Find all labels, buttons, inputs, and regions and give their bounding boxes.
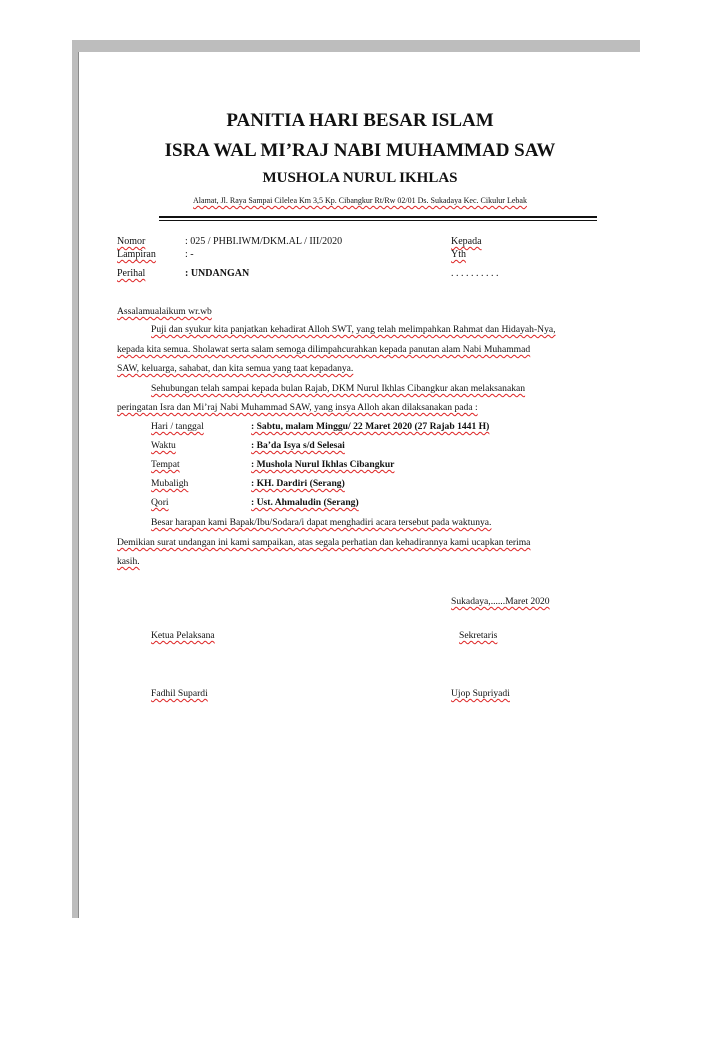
para2-line2: peringatan Isra dan Mi’raj Nabi Muhammad SAW, yang insya Alloh akan dilaksanakan pada : <box>117 402 478 413</box>
detail-label: Hari / tanggal <box>151 421 204 432</box>
salam: Assalamualaikum wr.wb <box>117 306 212 317</box>
header-divider-thick <box>159 216 597 218</box>
letter-page <box>78 52 641 918</box>
detail-label: Tempat <box>151 459 180 470</box>
nomor-value: : 025 / PHBI.IWM/DKM.AL / III/2020 <box>185 236 343 247</box>
closing-line2: Demikian surat undangan ini kami sampaikan, atas segala perhatian dan kehadirannya kami ucapkan terima <box>117 537 531 548</box>
para1-line2: kepada kita semua. Sholawat serta salam semoga dilimpahcurahkan kepada panutan alam Nabi Muhammad <box>117 344 531 355</box>
place-date: Sukadaya,......Maret 2020 <box>451 596 550 607</box>
detail-value: : Ust. Ahmaludin (Serang) <box>251 497 359 508</box>
para1-line1: Puji dan syukur kita panjatkan kehadirat Alloh SWT, yang telah melimpahkan Rahmat dan Hidayah-Nya, <box>151 324 556 335</box>
left-signer-name: Fadhil Supardi <box>151 688 208 699</box>
perihal-label: Perihal <box>117 268 146 279</box>
detail-label: Qori <box>151 497 169 508</box>
header-title-line3: MUSHOLA NURUL IKHLAS <box>262 170 458 186</box>
para1-line3: SAW, keluarga, sahabat, dan kita semua yang taat kepadanya. <box>117 363 354 374</box>
right-signer-name: Ujop Supriyadi <box>451 688 510 699</box>
recipient-placeholder: . . . . . . . . . . <box>451 268 499 279</box>
left-signer-title: Ketua Pelaksana <box>151 630 215 641</box>
header-address: Alamat, Jl. Raya Sampai Cilelea Km 3,5 Kp. Cibangkur Rt/Rw 02/01 Ds. Sukadaya Kec. Cikulur Lebak <box>193 196 527 205</box>
lampiran-value: : - <box>185 249 194 260</box>
closing-line3: kasih. <box>117 556 140 567</box>
header-divider-thin <box>159 220 597 221</box>
detail-value: : Ba’da Isya s/d Selesai <box>251 440 345 451</box>
detail-label: Mubaligh <box>151 478 189 489</box>
perihal-value: : UNDANGAN <box>185 268 250 279</box>
para2-line1: Sehubungan telah sampai kepada bulan Rajab, DKM Nurul Ikhlas Cibangkur akan melaksanakan <box>151 383 526 394</box>
lampiran-label: Lampiran <box>117 249 156 260</box>
yth-label: Yth <box>451 249 466 260</box>
detail-label: Waktu <box>151 440 176 451</box>
header-title-line1: PANITIA HARI BESAR ISLAM <box>226 110 494 131</box>
detail-value: : Sabtu, malam Minggu/ 22 Maret 2020 (27 Rajab 1441 H) <box>251 421 490 432</box>
kepada-label: Kepada <box>451 236 482 247</box>
right-signer-title: Sekretaris <box>459 630 498 641</box>
detail-value: : KH. Dardiri (Serang) <box>251 478 345 489</box>
header-title-line2: ISRA WAL MI’RAJ NABI MUHAMMAD SAW <box>164 140 556 161</box>
closing-line1: Besar harapan kami Bapak/Ibu/Sodara/i dapat menghadiri acara tersebut pada waktunya. <box>151 517 492 528</box>
detail-value: : Mushola Nurul Ikhlas Cibangkur <box>251 459 395 470</box>
nomor-label: Nomor <box>117 236 146 247</box>
